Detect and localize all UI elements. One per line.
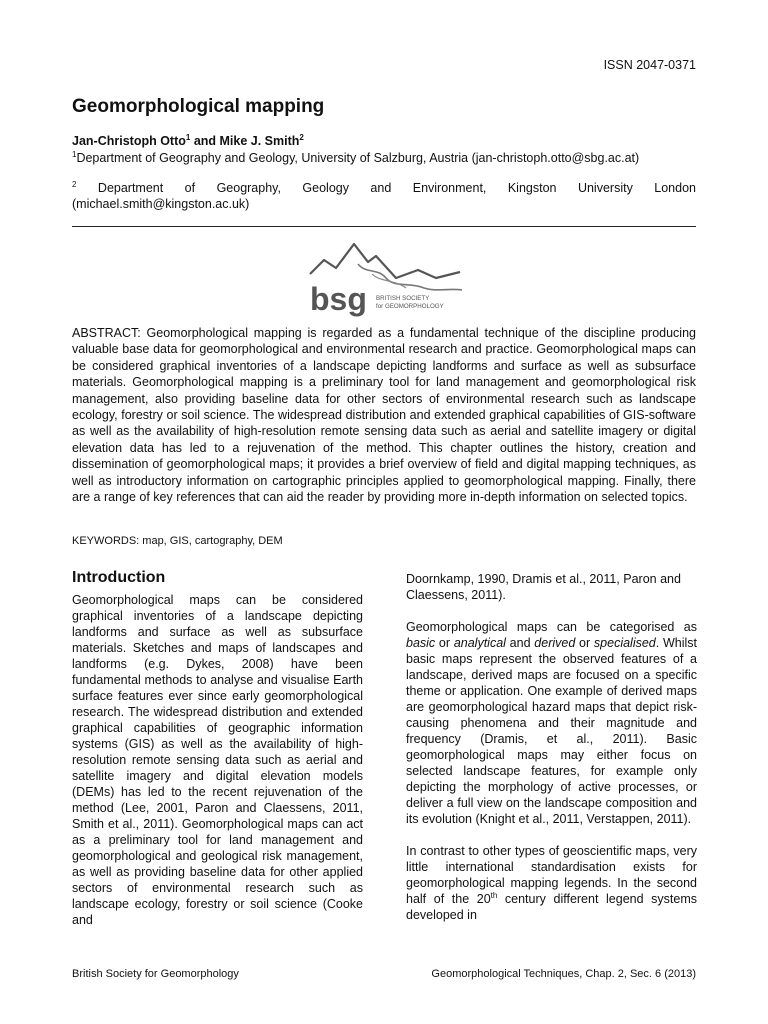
footer-society: British Society for Geomorphology xyxy=(72,968,239,980)
author-joiner: and xyxy=(190,134,220,148)
river-icon xyxy=(358,264,462,290)
text-run: or xyxy=(435,636,454,650)
affiliation-2 xyxy=(72,180,696,212)
logo-wordmark: bsg xyxy=(310,281,367,317)
text-run: Geomorphological maps can be categorised as xyxy=(406,620,697,634)
author-2-affiliation-marker: 2 xyxy=(299,132,304,142)
introduction-paragraph: Geomorphological maps can be considered graphical inventories of a landscape depicting landforms and surface as well as subsurface materials. Sketches and maps of landscapes and landforms (e.g. Dykes, 2008) have been fundamental methods to analyse and visualise Earth surface features ever since early geomorphological research. The widespread distribution and extended graphical capabilities of geographic information systems (GIS) as well as the availability of high-resolution remote sensing data such as aerial and satellite imagery and digital elevation models (DEMs) has led to the recent rejuvenation of the method (Lee, 2001, Paron and Claessens, 2011, Smith et al., 2011). Geomorphological maps can act as a preliminary tool for land management and geomorphological and geological risk management, as well as providing baseline data for other applied sectors of environmental research such as landscape ecology, forestry or soil science (Cooke and xyxy=(72,593,363,927)
abstract: ABSTRACT: Geomorphological mapping is regarded as a fundamental technique of the discipline producing valuable base data for geomorphological and environmental research and practice. Geomorphological maps can be considered graphical inventories of a landscape depicting landforms and surface as well as subsurface materials. Geomorphological mapping is a preliminary tool for land management and geomorphological risk management, also providing baseline data for other sectors of environmental research such as landscape ecology, forestry or soil science. The widespread distribution and extended graphical capabilities of GIS-software as well as the availability of high-resolution remote sensing data such as aerial and satellite imagery or digital elevation data has led to a rejuvenation of the method. This chapter outlines the history, creation and dissemination of geomorphological maps; it provides a brief overview of field and digital mapping techniques, as well as introductory information on cartographic principles applied to geomorphological mapping. Finally, there are a range of key references that can aid the reader by providing more in-depth information on selected topics. xyxy=(72,326,696,505)
affiliation-1-text: Department of Geography and Geology, University of Salzburg, Austria (jan-christoph.otto@sbg.ac.at) xyxy=(76,151,640,165)
author-1-affiliation-marker: 1 xyxy=(185,132,191,142)
bsg-logo xyxy=(306,238,466,318)
authors xyxy=(72,134,304,148)
keywords: KEYWORDS: map, GIS, cartography, DEM xyxy=(72,535,283,547)
text-run: . Whilst basic maps represent the observed features of a landscape, derived maps are focused on a specific theme or application. One example of derived maps are geomorphological hazard maps that depict risk-causing phenomena and their magnitude and frequency (Dramis, et al., 2011). Basic geomorphological maps may either focus on selected landscape features, for example only depicting the morphology of active processes, or deliver a full view on the landscape composition and its evolution (Knight et al., 2011, Verstappen, 2011). xyxy=(406,636,698,826)
text-run: century different legend systems developed in xyxy=(406,892,697,922)
footer-citation: Geomorphological Techniques, Chap. 2, Sec. 6 (2013) xyxy=(431,968,696,980)
introduction-heading: Introduction xyxy=(72,569,166,586)
affiliation-1 xyxy=(72,150,696,166)
header-divider xyxy=(72,226,696,227)
superscript-th: th xyxy=(490,890,498,900)
map-categories-paragraph xyxy=(406,619,697,827)
continuation-paragraph: Doornkamp, 1990, Dramis et al., 2011, Paron and Claessens, 2011). xyxy=(406,572,681,602)
affiliation-2-marker: 2 xyxy=(72,179,77,189)
affiliation-2-text: Department of Geography, Geology and Environment, Kingston University London (michael.smith@kingston.ac.uk) xyxy=(72,181,696,211)
logo-line-2: for GEOMORPHOLOGY xyxy=(376,303,444,310)
paper-title: Geomorphological mapping xyxy=(72,96,325,117)
author-1: Jan-Christoph Otto xyxy=(72,134,186,148)
logo-line-1: BRITISH SOCIETY xyxy=(376,295,430,302)
text-run: In contrast to other types of geoscientific maps, very little international standardisation exists for geomorphological mapping legends. In the second half of the 20 xyxy=(406,844,697,906)
text-run: and xyxy=(505,636,535,650)
issn-label: ISSN 2047-0371 xyxy=(603,58,696,72)
standardisation-paragraph xyxy=(406,843,697,923)
term-analytical: analytical xyxy=(453,636,506,650)
term-basic: basic xyxy=(406,636,436,650)
author-2: Mike J. Smith xyxy=(219,134,300,148)
right-column xyxy=(406,571,697,923)
term-derived: derived xyxy=(534,636,576,650)
affiliation-1-marker: 1 xyxy=(72,149,77,159)
mountain-icon xyxy=(310,244,460,278)
text-run: or xyxy=(575,636,594,650)
left-column xyxy=(72,570,363,928)
term-specialised: specialised xyxy=(593,636,656,650)
